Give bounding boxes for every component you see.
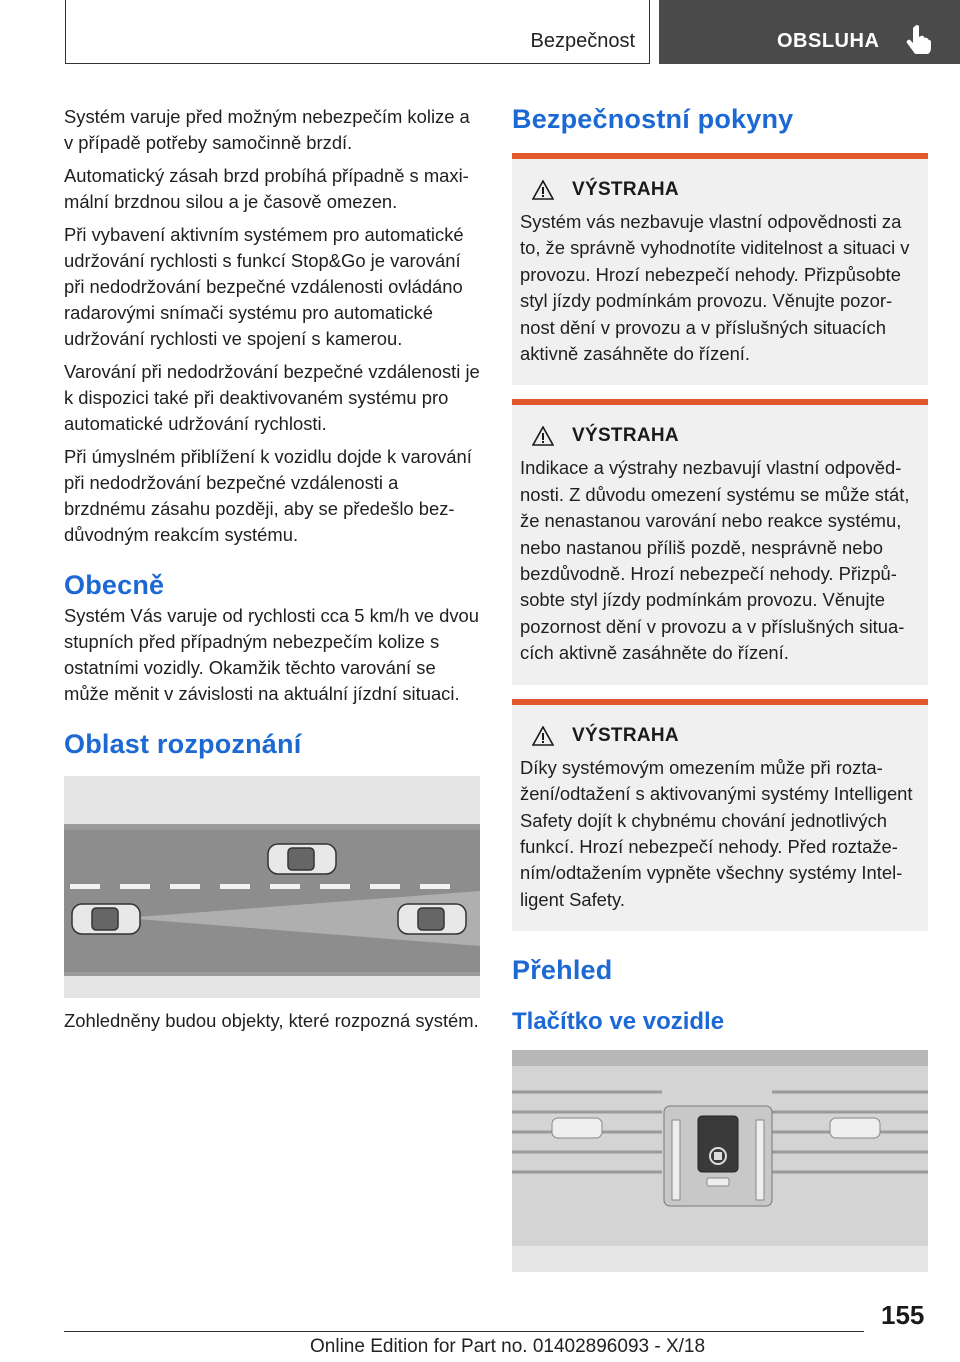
warning-box [512, 399, 928, 684]
left-column [64, 104, 480, 1041]
warning-triangle-icon [532, 180, 554, 200]
detection-area-illustration [64, 776, 480, 998]
section-heading-general: Obecně [64, 570, 165, 600]
paragraph: Při úmyslném přiblížení k vozidlu dojde k varování při nedodržování bezpečné vzdálenosti a brzdnému zásahu později, aby se předešlo bezdůvodným reakcím systému. [64, 446, 472, 545]
section-heading-detection: Oblast rozpoznání [64, 729, 302, 759]
paragraph: Systém Vás varuje od rychlosti cca 5 km/h ve dvou stupních před případným nebezpečím kolize s ostatními vozidly. Okamžik těchto varování se může měnit v závislosti na aktuální jízdní situaci. [64, 605, 479, 704]
figure-caption: Zohledněny budou objekty, které rozpozná systém. [64, 1010, 479, 1031]
car-adjacent-lane [268, 844, 336, 874]
car-ego [72, 904, 140, 934]
subsection-heading-button: Tlačítko ve vozidle [512, 1008, 725, 1036]
warning-triangle-icon [532, 726, 554, 746]
car-front [398, 904, 466, 934]
dashboard-button-photo [512, 1050, 928, 1272]
warning-triangle-icon [532, 426, 554, 446]
warning-text: Systém vás nezbavuje vlastní odpovědnosti za to, že správně vyhodnotíte viditelnost a situaci v provozu. Hrozí nebezpečí nehody. Přizpůsobte styl jízdy podmínkám provozu. Věnujte pozornost dění v provozu a v příslušných situacích aktivně zasáhněte do řízení. [520, 211, 910, 365]
footer-edition: Online Edition for Part no. 01402896093 - X/18 [310, 1336, 706, 1357]
warning-title: VÝSTRAHA [572, 425, 679, 447]
warning-title: VÝSTRAHA [572, 724, 679, 746]
page-number: 155 [881, 1300, 925, 1330]
warning-text: Indikace a výstrahy nezbavují vlastní odpovědnosti. Z důvodu omezení systému se může stát, že nenastanou varování nebo reakce systému, nebo nastanou příliš pozdě, nesprávně nebo bezdůvodně. Hrozí nebezpečí nehody. Přizpůsobte styl jízdy podmínkám provozu. Věnujte pozornost dění v provozu a v příslušných situacích aktivně zasáhněte do řízení. [520, 457, 910, 664]
chapter-tab-label: OBSLUHA [777, 30, 880, 52]
paragraph: Systém varuje před možným nebezpečím kolize a v případě potřeby samočinně brzdí. [64, 106, 470, 153]
footer-rule [64, 1331, 864, 1332]
warning-title: VÝSTRAHA [572, 179, 679, 200]
warning-text: Díky systémovým omezením může při roztažení/odtažení s aktivovanými systémy Intelligent Safety dojít k chybnému chování jednotlivých funkcí. Hrozí nebezpečí nehody. Před roztažením/odtažením vypněte všechny systémy Intelligent Safety. [520, 756, 913, 910]
warning-box [512, 153, 928, 385]
header-section-title: Bezpečnost [530, 30, 635, 52]
paragraph: Varování při nedodržování bezpečné vzdálenosti je k dispozici také při deaktivovaném systému pro automatické udržování rychlosti. [64, 361, 480, 434]
chapter-tab[interactable] [659, 0, 960, 64]
section-heading-overview: Přehled [512, 955, 613, 986]
right-column [512, 104, 928, 1272]
hand-pointer-icon [906, 24, 932, 59]
section-heading-safety: Bezpečnostní pokyny [512, 104, 794, 134]
paragraph: Při vybavení aktivním systémem pro automatické udržování rychlosti s funkcí Stop&Go je varování při nedodržování bezpečné vzdálenosti ovládáno radarovými snímači systému pro automatické udržování rychlosti ve spojení s kamerou. [64, 224, 464, 349]
warning-box [512, 699, 928, 931]
paragraph: Automatický zásah brzd probíhá případně s maximální brzdnou silou a je časově omezen. [64, 165, 469, 212]
